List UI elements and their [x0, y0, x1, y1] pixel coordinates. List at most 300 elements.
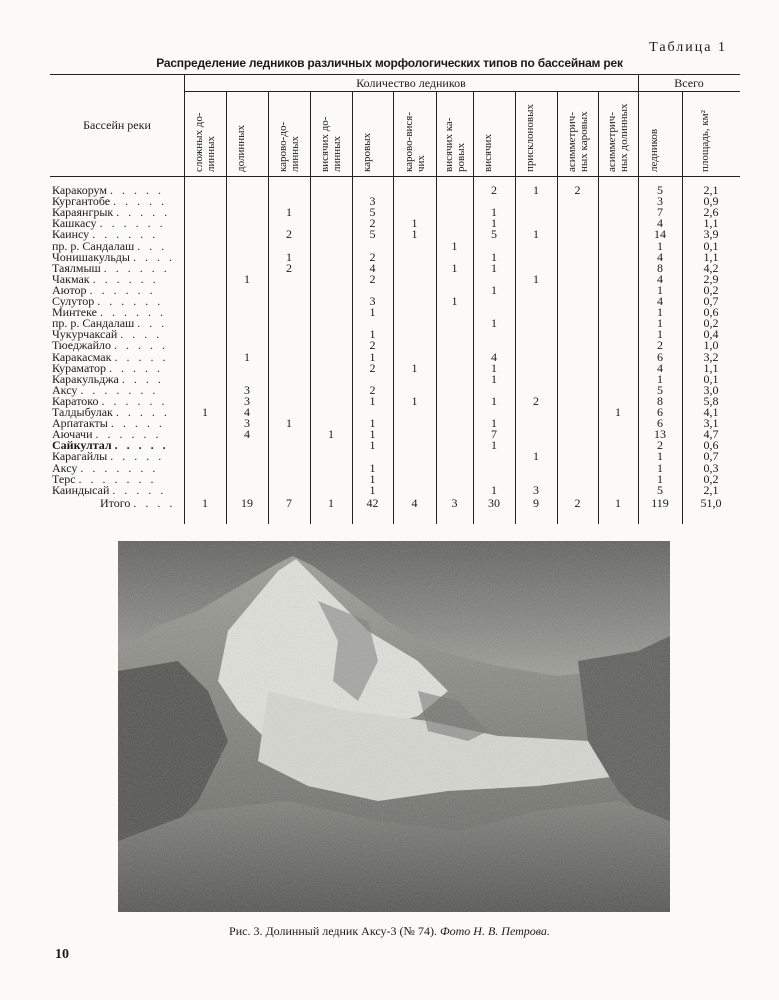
table-cell — [184, 196, 226, 207]
table-cell: 1 — [328, 427, 334, 442]
leader-dots: . . . . . . . — [78, 471, 157, 486]
table-cell — [184, 296, 226, 307]
table-cell: 3 — [244, 382, 250, 397]
table-cell — [268, 307, 310, 318]
table-cell: 0,6 — [703, 305, 719, 320]
table-cell — [436, 474, 473, 485]
table-cell: 4 — [491, 349, 497, 364]
table-cell: 0,1 — [703, 238, 719, 253]
table-cell — [184, 451, 226, 462]
basin-name: Аксу — [52, 460, 78, 475]
table-cell — [436, 196, 473, 207]
table-cell — [598, 307, 638, 318]
table-cell — [515, 463, 557, 474]
table-cell — [473, 451, 515, 462]
table-cell — [268, 329, 310, 340]
leader-dots: . . . . . . — [99, 305, 166, 320]
table-cell: 5 — [657, 183, 663, 197]
table-cell — [436, 363, 473, 374]
leader-dots: . . . . . — [109, 360, 164, 375]
table-cell: 2 — [657, 338, 663, 353]
table-cell — [557, 429, 598, 440]
column-header: ледников — [648, 128, 660, 172]
table-cell: 1 — [286, 416, 292, 431]
table-cell — [436, 374, 473, 385]
table-cell — [393, 307, 436, 318]
table-cell: 1 — [369, 438, 376, 453]
page-number: 10 — [55, 947, 69, 962]
table-cell: 2 — [369, 360, 376, 375]
table-cell: 7 — [657, 205, 663, 220]
table-cell — [310, 296, 352, 307]
table-cell — [393, 485, 436, 496]
table-cell: 1 — [491, 216, 497, 231]
table-cell — [515, 241, 557, 252]
table-cell: 8 — [657, 393, 663, 408]
table-cell — [393, 451, 436, 462]
table-cell — [226, 485, 268, 496]
table-cell — [310, 363, 352, 374]
table-cell — [268, 274, 310, 285]
table-cell — [184, 207, 226, 218]
total-cell: 3 — [451, 496, 458, 510]
table-cell — [515, 307, 557, 318]
table-cell — [598, 285, 638, 296]
table-cell — [184, 429, 226, 440]
table-cell: 0,7 — [703, 294, 719, 308]
table-cell — [436, 274, 473, 285]
table-cell: 4,2 — [703, 260, 719, 275]
table-cell — [598, 196, 638, 207]
basin-name: Аксу — [52, 382, 78, 397]
table-cell — [436, 185, 473, 196]
basin-name: Аютор — [52, 282, 87, 297]
table-cell — [598, 274, 638, 285]
table-cell — [226, 318, 268, 329]
table-cell: 1 — [202, 405, 208, 419]
table-cell — [598, 241, 638, 252]
table-cell: 4 — [657, 271, 663, 286]
table-cell: 1 — [657, 238, 663, 253]
table-cell: 1 — [369, 427, 376, 442]
table-cell — [226, 296, 268, 307]
table-cell: 0,3 — [703, 460, 719, 475]
table-cell: 0,9 — [703, 194, 719, 209]
basin-name: Терс — [52, 471, 76, 486]
table-cell — [436, 407, 473, 418]
column-header: карово-до- линных — [277, 121, 301, 172]
basin-name: Каракорум — [52, 183, 107, 197]
table-cell — [515, 418, 557, 429]
table-cell — [515, 429, 557, 440]
table-cell — [393, 329, 436, 340]
leader-dots: . . . . . — [114, 438, 169, 453]
table-cell — [268, 385, 310, 396]
leader-dots: . . . . . . — [95, 427, 162, 442]
table-cell — [515, 407, 557, 418]
table-cell — [310, 485, 352, 496]
mountain-glacier-image — [118, 541, 670, 912]
table-cell: 4 — [657, 360, 663, 375]
table-cell — [598, 463, 638, 474]
total-cell: 1 — [328, 496, 334, 510]
table-cell — [184, 241, 226, 252]
table-cell: 5,8 — [703, 393, 719, 408]
table-cell — [557, 396, 598, 407]
leader-dots: . . . . . . — [103, 260, 170, 275]
table-cell — [515, 252, 557, 263]
table-cell — [184, 274, 226, 285]
table-cell — [268, 363, 310, 374]
table-cell — [436, 340, 473, 351]
table-cell: 1 — [491, 482, 497, 497]
table-cell — [226, 440, 268, 451]
total-cell: 30 — [488, 496, 500, 510]
table-cell: 1 — [657, 371, 663, 386]
table-cell — [598, 385, 638, 396]
leader-dots: . . . . . . . — [80, 460, 159, 475]
table-cell: 2 — [574, 183, 581, 197]
basin-name: Каиндысай — [52, 482, 110, 497]
basin-name: Талдыбулак — [52, 405, 113, 419]
table-cell — [598, 252, 638, 263]
table-cell — [598, 352, 638, 363]
table-cell — [268, 440, 310, 451]
table-cell — [184, 218, 226, 229]
table-cell — [436, 352, 473, 363]
table-cell — [473, 463, 515, 474]
table-label: Таблица 1 — [649, 40, 727, 55]
table-cell: 5 — [657, 382, 663, 397]
table-cell — [515, 329, 557, 340]
table-cell: 1 — [286, 205, 292, 220]
table-cell: 1 — [491, 249, 497, 264]
total-cell: 7 — [286, 496, 292, 510]
table-cell — [310, 185, 352, 196]
leader-dots: . . . . . — [116, 205, 171, 220]
table-cell — [557, 474, 598, 485]
table-cell — [598, 207, 638, 218]
table-cell: 1 — [369, 416, 376, 431]
table-cell — [310, 207, 352, 218]
leader-dots: . . . . . — [110, 449, 165, 464]
table-cell: 4 — [244, 427, 250, 442]
table-cell — [598, 451, 638, 462]
table-cell: 1 — [491, 316, 497, 331]
table-cell — [557, 207, 598, 218]
table-cell — [268, 340, 310, 351]
table-cell: 3 — [369, 294, 376, 308]
table-cell — [310, 229, 352, 240]
table-cell: 2,9 — [703, 271, 719, 286]
table-cell — [226, 474, 268, 485]
table-cell: 1 — [657, 471, 663, 486]
table-cell — [310, 451, 352, 462]
table-cell — [393, 296, 436, 307]
table-cell — [268, 318, 310, 329]
basin-name: Кураматор — [52, 360, 107, 375]
table-title: Распределение ледников различных морфологических типов по бассейнам рек — [156, 56, 623, 70]
basin-name: Арпатакты — [52, 416, 108, 431]
table-cell — [226, 241, 268, 252]
leader-dots: . . . . . — [114, 338, 168, 353]
table-cell — [184, 252, 226, 263]
column-header: висячих — [482, 134, 494, 172]
table-cell — [226, 329, 268, 340]
total-group-header: Всего — [674, 76, 704, 90]
table-cell — [226, 463, 268, 474]
table-cell — [557, 374, 598, 385]
table-cell: 1 — [533, 449, 539, 464]
table-cell — [310, 218, 352, 229]
table-cell: 3,9 — [703, 227, 719, 242]
table-cell: 2 — [491, 183, 497, 197]
table-cell: 4,1 — [703, 405, 719, 419]
table-cell — [393, 274, 436, 285]
table-cell: 6 — [657, 405, 663, 419]
basin-name: пр. р. Сандалаш — [52, 316, 135, 331]
table-cell — [393, 252, 436, 263]
table-cell — [393, 340, 436, 351]
table-cell — [598, 474, 638, 485]
column-header: висячих до- линных — [319, 116, 343, 172]
column-header: асимметрич- ных каровых — [565, 111, 590, 172]
table-cell — [598, 263, 638, 274]
table-cell — [436, 207, 473, 218]
table-cell — [310, 329, 352, 340]
table-cell — [436, 418, 473, 429]
figure-caption — [0, 924, 779, 939]
table-cell: 1 — [369, 460, 376, 475]
table-cell: 1 — [657, 282, 663, 297]
table-cell — [393, 429, 436, 440]
table-cell — [310, 340, 352, 351]
table-cell — [268, 185, 310, 196]
table-cell — [393, 463, 436, 474]
total-cell: 119 — [651, 496, 669, 510]
table-cell — [310, 196, 352, 207]
table-cell — [310, 374, 352, 385]
table-cell — [226, 207, 268, 218]
table-cell: 3,1 — [703, 416, 719, 431]
table-cell: 1 — [657, 305, 663, 320]
table-cell — [436, 451, 473, 462]
table-cell: 1 — [491, 282, 497, 297]
basin-name: Караянгрык — [52, 205, 114, 220]
leader-dots: . . . . . . — [97, 294, 164, 308]
table-cell — [598, 296, 638, 307]
table-cell — [557, 385, 598, 396]
table-cell — [515, 318, 557, 329]
basin-name: Каракасмак — [52, 349, 112, 364]
table-cell: 6 — [657, 349, 663, 364]
column-header: висячих ка- ровых — [442, 117, 467, 172]
table-cell — [184, 374, 226, 385]
total-cell: 9 — [533, 496, 539, 510]
column-header: долинных — [235, 125, 247, 172]
leader-dots: . . . . . . — [101, 393, 168, 408]
table-cell: 0,4 — [703, 327, 719, 342]
table-cell — [393, 418, 436, 429]
table-cell: 0,6 — [703, 438, 719, 453]
table-cell — [310, 352, 352, 363]
table-cell: 3 — [244, 393, 250, 408]
table-cell — [226, 252, 268, 263]
column-header: карово-вися- чих — [402, 111, 427, 172]
table-cell — [557, 218, 598, 229]
table-cell — [557, 296, 598, 307]
table-cell: 1 — [369, 327, 376, 342]
table-cell — [436, 485, 473, 496]
table-cell: 1 — [411, 216, 418, 231]
table-cell — [557, 463, 598, 474]
leader-dots: . . . . . — [110, 183, 164, 197]
header-bottom-rule — [50, 176, 740, 177]
column-header: присклоновых — [524, 104, 536, 172]
table-cell: 1 — [244, 271, 250, 286]
glacier-distribution-table — [50, 72, 740, 527]
table-cell — [557, 363, 598, 374]
table-cell — [226, 307, 268, 318]
table-cell — [226, 196, 268, 207]
table-cell — [557, 274, 598, 285]
basin-name: Кургантобе — [52, 194, 111, 209]
figure-caption-text: Рис. 3. Долинный ледник Аксу-3 (№ 74). — [229, 924, 437, 938]
table-cell: 2 — [286, 260, 292, 275]
table-cell: 5 — [369, 227, 376, 242]
table-cell — [598, 218, 638, 229]
table-cell — [515, 374, 557, 385]
table-cell — [557, 229, 598, 240]
table-cell: 2,1 — [703, 183, 719, 197]
table-cell — [184, 440, 226, 451]
table-cell — [557, 352, 598, 363]
table-cell: 1 — [657, 327, 663, 342]
table-cell — [436, 440, 473, 451]
total-cell: 1 — [615, 496, 621, 510]
table-cell — [515, 363, 557, 374]
table-cell: 0,7 — [703, 449, 719, 464]
table-cell: 4 — [657, 249, 663, 264]
table-cell — [393, 374, 436, 385]
table-cell — [310, 252, 352, 263]
table-cell — [226, 185, 268, 196]
table-cell — [557, 340, 598, 351]
table-cell — [515, 352, 557, 363]
table-cell — [184, 363, 226, 374]
table-cell — [393, 241, 436, 252]
leader-dots: . . . — [137, 238, 168, 253]
table-cell: 1 — [411, 393, 418, 408]
table-cell — [515, 207, 557, 218]
basin-name: Минтеке — [52, 305, 97, 320]
table-cell — [557, 196, 598, 207]
table-cell — [268, 352, 310, 363]
table-cell — [436, 329, 473, 340]
total-cell: 19 — [241, 496, 253, 510]
table-cell — [268, 374, 310, 385]
table-cell — [557, 418, 598, 429]
table-cell — [436, 307, 473, 318]
table-cell: 2 — [369, 249, 376, 264]
table-cell — [184, 340, 226, 351]
table-cell — [393, 440, 436, 451]
table-cell: 1,1 — [703, 360, 719, 375]
table-cell — [226, 451, 268, 462]
table-cell — [226, 218, 268, 229]
table-cell — [184, 352, 226, 363]
basin-name: Таялмыш — [52, 260, 101, 275]
table-cell — [515, 196, 557, 207]
table-cell: 3 — [657, 194, 663, 209]
table-cell: 1 — [369, 482, 376, 497]
total-cell: 2 — [574, 496, 581, 510]
table-cell — [436, 396, 473, 407]
table-cell: 1 — [533, 227, 539, 242]
table-cell: 1,0 — [703, 338, 719, 353]
table-cell — [268, 474, 310, 485]
table-cell: 4 — [369, 260, 376, 275]
table-cell: 1 — [369, 393, 376, 408]
table-cell — [310, 318, 352, 329]
column-header: площадь, км² — [699, 110, 711, 172]
basin-name: Тюеджайло — [52, 338, 111, 353]
table-cell — [393, 407, 436, 418]
leader-dots: . . . . — [121, 371, 164, 386]
basin-header: Бассейн реки — [83, 118, 151, 132]
basin-name: Каракульджа — [52, 371, 119, 386]
table-cell — [557, 485, 598, 496]
table-cell: 1 — [451, 238, 458, 253]
table-cell — [557, 440, 598, 451]
basin-name: Каинсу — [52, 227, 90, 242]
table-cell — [436, 218, 473, 229]
table-cell: 2 — [533, 393, 539, 408]
table-cell — [184, 318, 226, 329]
table-cell: 0,2 — [703, 471, 719, 486]
column-header: асимметрич- ных долинных — [606, 103, 630, 172]
table-cell: 1 — [657, 449, 663, 464]
table-cell: 2 — [369, 338, 376, 353]
table-cell: 14 — [654, 227, 666, 242]
basin-name: Аючачи — [52, 427, 93, 442]
table-cell — [268, 296, 310, 307]
table-cell: 3 — [533, 482, 539, 497]
table-cell — [393, 185, 436, 196]
table-cell — [268, 396, 310, 407]
basin-name: Чукурчаксай — [52, 327, 118, 342]
table-cell — [184, 329, 226, 340]
table-cell: 8 — [657, 260, 663, 275]
table-cell — [393, 196, 436, 207]
basin-name: Сулутор — [52, 294, 95, 308]
table-cell — [268, 463, 310, 474]
table-cell — [557, 285, 598, 296]
table-cell: 3,0 — [703, 382, 719, 397]
table-cell: 1 — [244, 349, 250, 364]
table-cell — [598, 485, 638, 496]
table-cell: 1 — [411, 360, 418, 375]
leader-dots: . . . . . — [115, 405, 170, 419]
table-cell — [184, 418, 226, 429]
table-cell — [310, 385, 352, 396]
table-cell: 1 — [286, 249, 292, 264]
table-cell: 4 — [657, 294, 663, 308]
table-cell — [268, 429, 310, 440]
table-cell — [184, 463, 226, 474]
table-cell: 1 — [615, 405, 621, 419]
table-cell — [598, 185, 638, 196]
